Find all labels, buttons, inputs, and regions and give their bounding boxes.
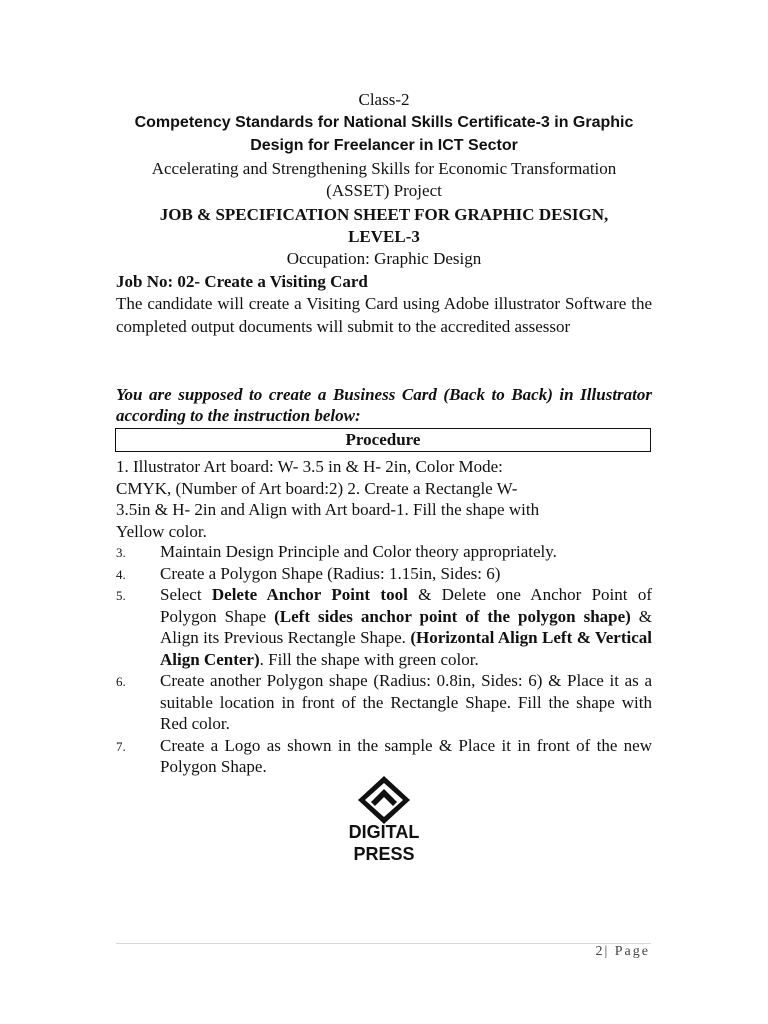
- list-item: [116, 563, 652, 585]
- step-text-bold: (Horizontal Align Left & Vertical Align Center): [160, 628, 652, 669]
- step-text-part: Select: [160, 585, 212, 604]
- project-title-line1: Accelerating and Strengthening Skills for Economic Transformation: [151, 159, 617, 178]
- step-number: 4.: [116, 566, 126, 582]
- step-text: Maintain Design Principle and Color theory appropriately.: [160, 542, 557, 561]
- step-text-part: & Delete one Anchor Point of Polygon Shape: [160, 585, 652, 626]
- logo-text-line1: DIGITAL: [348, 822, 420, 842]
- step-number: 3.: [116, 545, 126, 560]
- step-number: 6.: [116, 674, 126, 689]
- page-footer: [595, 944, 650, 960]
- page-number: 2: [595, 944, 605, 959]
- diamond-chevron-icon: [340, 772, 428, 828]
- procedure-intro-line: Yellow color.: [116, 521, 207, 541]
- class-label: Class-2: [358, 90, 410, 109]
- step-text: Create a Polygon Shape (Radius: 1.15in, Sides: 6): [160, 563, 501, 583]
- step-text-bold: Delete Anchor Point tool: [211, 585, 408, 604]
- job-title: - Create a Visiting Card: [194, 272, 368, 291]
- job-description: The candidate will create a Visiting Card using Adobe illustrator Software the completed output documents will submit to the accredited assessor: [116, 294, 652, 336]
- page-label: | Page: [604, 944, 650, 959]
- list-item: [116, 584, 652, 670]
- procedure-intro-line: 3.5in & H- 2in and Align with Art board-1. Fill the shape with: [116, 500, 540, 519]
- footer-divider: [116, 943, 651, 944]
- procedure-intro-line: 1. Illustrator Art board: W- 3.5 in & H- 2in, Color Mode:: [116, 457, 503, 476]
- occupation-label: Occupation: Graphic Design: [286, 249, 482, 268]
- sheet-title-line2: LEVEL-3: [348, 227, 420, 246]
- step-text-bold: (Left sides anchor point of the polygon shape): [274, 606, 631, 626]
- competency-title-line1: Competency Standards for National Skills Certificate-3 in Graphic: [134, 114, 634, 131]
- step-number: 5.: [116, 588, 126, 603]
- step-text: Create another Polygon shape (Radius: 0.8in, Sides: 6) & Place it as a suitable location in front of the Rectangle Shape. Fill the shape with Red color.: [160, 671, 652, 733]
- step-text: [160, 585, 652, 669]
- job-instruction: You are supposed to create a Business Card (Back to Back) in Illustrator according to the instruction below:: [116, 385, 652, 425]
- step-text: Create a Logo as shown in the sample & Place it in front of the new Polygon Shape.: [160, 735, 652, 776]
- step-text-part: & Align its Previous Rectangle Shape.: [160, 606, 652, 647]
- sheet-title-line1: JOB & SPECIFICATION SHEET FOR GRAPHIC DESIGN,: [159, 205, 609, 224]
- list-item: [116, 670, 652, 735]
- competency-title-line2: Design for Freelancer in ICT Sector: [250, 137, 518, 154]
- logo-text-line2: PRESS: [353, 844, 415, 864]
- digital-press-logo: [340, 772, 428, 864]
- list-item: [116, 541, 652, 563]
- job-number: Job No: 02: [116, 272, 195, 291]
- procedure-intro-line: CMYK, (Number of Art board:2) 2. Create a Rectangle W-: [116, 478, 518, 498]
- step-number: 7.: [116, 738, 126, 754]
- job-heading: [116, 270, 652, 293]
- procedure-heading: Procedure: [115, 428, 651, 452]
- procedure-steps: [116, 541, 652, 778]
- step-text-part: . Fill the shape with green color.: [259, 649, 479, 669]
- project-title-line2: (ASSET) Project: [326, 181, 442, 200]
- procedure-intro: [116, 456, 652, 542]
